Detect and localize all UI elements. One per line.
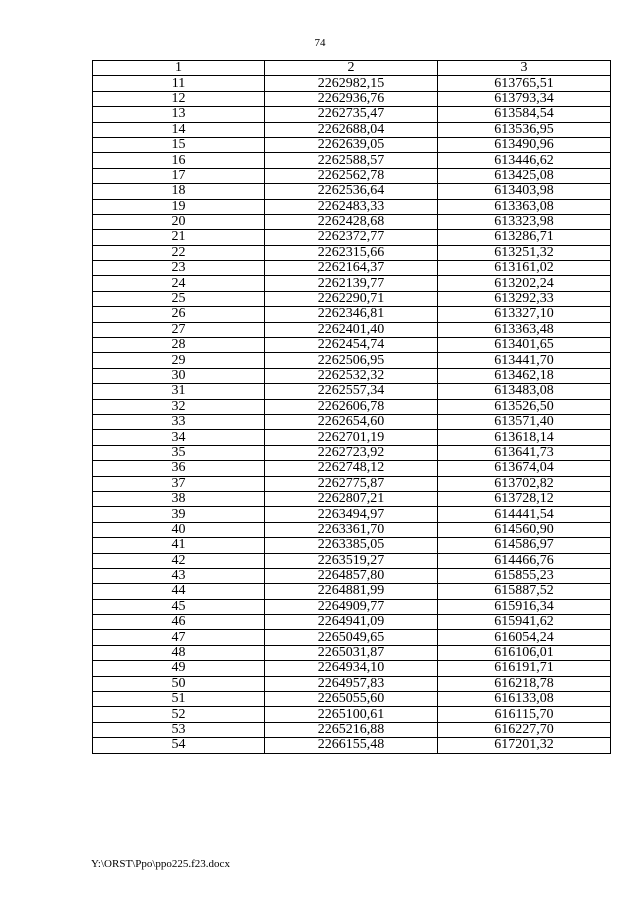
y-coordinate-cell: 613441,70: [438, 353, 611, 368]
y-coordinate-cell: 613251,32: [438, 245, 611, 260]
x-coordinate-cell: 2262290,71: [265, 291, 438, 306]
table-row: [93, 184, 611, 199]
table-row: [93, 384, 611, 399]
table-row: [93, 338, 611, 353]
point-number-cell: 24: [93, 276, 265, 291]
table-row: [93, 692, 611, 707]
x-coordinate-cell: 2262315,66: [265, 245, 438, 260]
point-number-cell: 31: [93, 384, 265, 399]
point-number-cell: 36: [93, 461, 265, 476]
y-coordinate-cell: 616133,08: [438, 692, 611, 707]
x-coordinate-cell: 2262735,47: [265, 107, 438, 122]
y-coordinate-cell: 613641,73: [438, 445, 611, 460]
point-number-cell: 53: [93, 722, 265, 737]
column-header: 3: [438, 61, 611, 76]
point-number-cell: 21: [93, 230, 265, 245]
table-row: [93, 645, 611, 660]
x-coordinate-cell: 2265100,61: [265, 707, 438, 722]
table-row: [93, 322, 611, 337]
x-coordinate-cell: 2265049,65: [265, 630, 438, 645]
point-number-cell: 40: [93, 522, 265, 537]
y-coordinate-cell: 613462,18: [438, 368, 611, 383]
x-coordinate-cell: 2262454,74: [265, 338, 438, 353]
x-coordinate-cell: 2262372,77: [265, 230, 438, 245]
point-number-cell: 20: [93, 214, 265, 229]
table-row: [93, 91, 611, 106]
x-coordinate-cell: 2262688,04: [265, 122, 438, 137]
table-row: [93, 168, 611, 183]
x-coordinate-cell: 2262936,76: [265, 91, 438, 106]
table-row: [93, 414, 611, 429]
y-coordinate-cell: 614586,97: [438, 538, 611, 553]
y-coordinate-cell: 613536,95: [438, 122, 611, 137]
table-row: [93, 722, 611, 737]
table-row: [93, 676, 611, 691]
point-number-cell: 35: [93, 445, 265, 460]
y-coordinate-cell: 613323,98: [438, 214, 611, 229]
table-row: [93, 261, 611, 276]
x-coordinate-cell: 2262588,57: [265, 153, 438, 168]
table-row: [93, 507, 611, 522]
y-coordinate-cell: 613161,02: [438, 261, 611, 276]
table-row: [93, 538, 611, 553]
table-row: [93, 430, 611, 445]
table-row: [93, 153, 611, 168]
y-coordinate-cell: 614466,76: [438, 553, 611, 568]
y-coordinate-cell: 615887,52: [438, 584, 611, 599]
y-coordinate-cell: 613526,50: [438, 399, 611, 414]
table-row: [93, 584, 611, 599]
point-number-cell: 33: [93, 414, 265, 429]
table-row: [93, 107, 611, 122]
point-number-cell: 22: [93, 245, 265, 260]
point-number-cell: 48: [93, 645, 265, 660]
y-coordinate-cell: 614441,54: [438, 507, 611, 522]
x-coordinate-cell: 2262723,92: [265, 445, 438, 460]
y-coordinate-cell: 613674,04: [438, 461, 611, 476]
point-number-cell: 52: [93, 707, 265, 722]
table-row: [93, 199, 611, 214]
y-coordinate-cell: 615916,34: [438, 599, 611, 614]
y-coordinate-cell: 613403,98: [438, 184, 611, 199]
table-row: [93, 307, 611, 322]
point-number-cell: 45: [93, 599, 265, 614]
x-coordinate-cell: 2262164,37: [265, 261, 438, 276]
x-coordinate-cell: 2262654,60: [265, 414, 438, 429]
y-coordinate-cell: 615855,23: [438, 568, 611, 583]
table-row: [93, 476, 611, 491]
x-coordinate-cell: 2266155,48: [265, 738, 438, 753]
x-coordinate-cell: 2262536,64: [265, 184, 438, 199]
page-number: 74: [314, 37, 326, 49]
table-row: [93, 568, 611, 583]
x-coordinate-cell: 2263385,05: [265, 538, 438, 553]
table-row: [93, 445, 611, 460]
y-coordinate-cell: 617201,32: [438, 738, 611, 753]
point-number-cell: 32: [93, 399, 265, 414]
y-coordinate-cell: 613618,14: [438, 430, 611, 445]
y-coordinate-cell: 613702,82: [438, 476, 611, 491]
point-number-cell: 51: [93, 692, 265, 707]
table-row: [93, 553, 611, 568]
y-coordinate-cell: 613483,08: [438, 384, 611, 399]
table-row: [93, 615, 611, 630]
x-coordinate-cell: 2263361,70: [265, 522, 438, 537]
point-number-cell: 11: [93, 76, 265, 91]
y-coordinate-cell: 616115,70: [438, 707, 611, 722]
point-number-cell: 37: [93, 476, 265, 491]
point-number-cell: 54: [93, 738, 265, 753]
x-coordinate-cell: 2264909,77: [265, 599, 438, 614]
x-coordinate-cell: 2262775,87: [265, 476, 438, 491]
y-coordinate-cell: 613571,40: [438, 414, 611, 429]
x-coordinate-cell: 2262346,81: [265, 307, 438, 322]
point-number-cell: 41: [93, 538, 265, 553]
column-header: 1: [93, 61, 265, 76]
y-coordinate-cell: 613202,24: [438, 276, 611, 291]
x-coordinate-cell: 2262139,77: [265, 276, 438, 291]
y-coordinate-cell: 616054,24: [438, 630, 611, 645]
x-coordinate-cell: 2262483,33: [265, 199, 438, 214]
x-coordinate-cell: 2264881,99: [265, 584, 438, 599]
table-row: [93, 661, 611, 676]
table-row: [93, 76, 611, 91]
x-coordinate-cell: 2262562,78: [265, 168, 438, 183]
table-row: [93, 707, 611, 722]
x-coordinate-cell: 2262701,19: [265, 430, 438, 445]
table-header-row: [93, 61, 611, 76]
y-coordinate-cell: 616218,78: [438, 676, 611, 691]
table-row: [93, 368, 611, 383]
x-coordinate-cell: 2265031,87: [265, 645, 438, 660]
x-coordinate-cell: 2263494,97: [265, 507, 438, 522]
point-number-cell: 34: [93, 430, 265, 445]
point-number-cell: 19: [93, 199, 265, 214]
x-coordinate-cell: 2262639,05: [265, 137, 438, 152]
y-coordinate-cell: 615941,62: [438, 615, 611, 630]
column-header: 2: [265, 61, 438, 76]
y-coordinate-cell: 613793,34: [438, 91, 611, 106]
point-number-cell: 44: [93, 584, 265, 599]
point-number-cell: 25: [93, 291, 265, 306]
y-coordinate-cell: 613765,51: [438, 76, 611, 91]
point-number-cell: 28: [93, 338, 265, 353]
y-coordinate-cell: 613728,12: [438, 491, 611, 506]
table-row: [93, 353, 611, 368]
point-number-cell: 43: [93, 568, 265, 583]
point-number-cell: 14: [93, 122, 265, 137]
x-coordinate-cell: 2264934,10: [265, 661, 438, 676]
table-row: [93, 291, 611, 306]
footer-file-path: Y:\ORST\Ppo\ppo225.f23.docx: [91, 858, 230, 870]
point-number-cell: 30: [93, 368, 265, 383]
y-coordinate-cell: 613363,08: [438, 199, 611, 214]
x-coordinate-cell: 2264857,80: [265, 568, 438, 583]
table-row: [93, 461, 611, 476]
y-coordinate-cell: 613401,65: [438, 338, 611, 353]
x-coordinate-cell: 2262807,21: [265, 491, 438, 506]
point-number-cell: 39: [93, 507, 265, 522]
table-row: [93, 137, 611, 152]
point-number-cell: 27: [93, 322, 265, 337]
y-coordinate-cell: 613286,71: [438, 230, 611, 245]
point-number-cell: 17: [93, 168, 265, 183]
y-coordinate-cell: 613490,96: [438, 137, 611, 152]
point-number-cell: 15: [93, 137, 265, 152]
y-coordinate-cell: 616106,01: [438, 645, 611, 660]
table-body: [93, 76, 611, 753]
point-number-cell: 12: [93, 91, 265, 106]
point-number-cell: 50: [93, 676, 265, 691]
y-coordinate-cell: 616191,71: [438, 661, 611, 676]
table-row: [93, 399, 611, 414]
y-coordinate-cell: 613584,54: [438, 107, 611, 122]
point-number-cell: 46: [93, 615, 265, 630]
y-coordinate-cell: 613292,33: [438, 291, 611, 306]
point-number-cell: 23: [93, 261, 265, 276]
point-number-cell: 49: [93, 661, 265, 676]
y-coordinate-cell: 616227,70: [438, 722, 611, 737]
point-number-cell: 42: [93, 553, 265, 568]
point-number-cell: 26: [93, 307, 265, 322]
table-row: [93, 214, 611, 229]
table-row: [93, 245, 611, 260]
x-coordinate-cell: 2262557,34: [265, 384, 438, 399]
x-coordinate-cell: 2262532,32: [265, 368, 438, 383]
point-number-cell: 47: [93, 630, 265, 645]
point-number-cell: 38: [93, 491, 265, 506]
point-number-cell: 13: [93, 107, 265, 122]
y-coordinate-cell: 613446,62: [438, 153, 611, 168]
x-coordinate-cell: 2265216,88: [265, 722, 438, 737]
point-number-cell: 18: [93, 184, 265, 199]
x-coordinate-cell: 2262428,68: [265, 214, 438, 229]
y-coordinate-cell: 614560,90: [438, 522, 611, 537]
y-coordinate-cell: 613363,48: [438, 322, 611, 337]
table-row: [93, 230, 611, 245]
x-coordinate-cell: 2262401,40: [265, 322, 438, 337]
x-coordinate-cell: 2262982,15: [265, 76, 438, 91]
table-row: [93, 276, 611, 291]
coordinates-table: [92, 60, 611, 754]
x-coordinate-cell: 2264941,09: [265, 615, 438, 630]
x-coordinate-cell: 2262506,95: [265, 353, 438, 368]
table-row: [93, 599, 611, 614]
x-coordinate-cell: 2262748,12: [265, 461, 438, 476]
x-coordinate-cell: 2262606,78: [265, 399, 438, 414]
table-row: [93, 738, 611, 753]
x-coordinate-cell: 2264957,83: [265, 676, 438, 691]
point-number-cell: 16: [93, 153, 265, 168]
table-row: [93, 522, 611, 537]
table-row: [93, 491, 611, 506]
x-coordinate-cell: 2263519,27: [265, 553, 438, 568]
point-number-cell: 29: [93, 353, 265, 368]
y-coordinate-cell: 613425,08: [438, 168, 611, 183]
table-row: [93, 122, 611, 137]
x-coordinate-cell: 2265055,60: [265, 692, 438, 707]
table-row: [93, 630, 611, 645]
y-coordinate-cell: 613327,10: [438, 307, 611, 322]
